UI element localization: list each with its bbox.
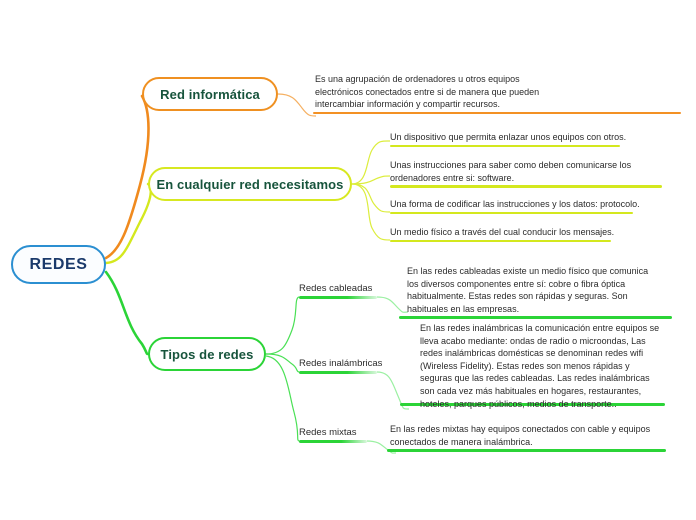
leaf-text: Es una agrupación de ordenadores u otros equipos electrónicos conectados entre si de manera que pueden intercambiar información y compartir recursos. — [315, 74, 540, 110]
edge-red-informatica-leaf — [278, 94, 316, 116]
branch-label-red-informatica: Red informática — [160, 86, 260, 102]
leaf-necesitamos-medio-fisico[interactable] — [390, 226, 660, 242]
edge-tipos-inalambricas — [266, 354, 299, 372]
branch-label-en-cualquier-red-necesitamos: En cualquier red necesitamos — [156, 176, 344, 192]
leaf-underline — [390, 185, 662, 188]
leaf-text: En las redes cableadas existe un medio físico que comunica los diversos componentes entre sí: cobre o fibra óptica habitualmente. Estas redes son rápidas y seguras. Son habituales en las empresas. — [407, 266, 649, 314]
sub-branch-redes-cableadas[interactable] — [299, 283, 377, 299]
sub-branch-redes-inalambricas[interactable] — [299, 358, 382, 374]
leaf-text: En las redes mixtas hay equipos conectados con cable y equipos conectados de manera inalámbrica. — [390, 424, 651, 447]
leaf-text: Una forma de codificar las instrucciones y los datos: protocolo. — [390, 199, 640, 209]
sub-branch-underline — [299, 371, 377, 374]
edge-root-tipos — [106, 272, 148, 354]
edge-cableadas-leaf — [377, 297, 408, 312]
sub-branch-label: Redes cableadas — [299, 283, 373, 294]
leaf-red-informatica-definicion[interactable] — [315, 73, 553, 114]
leaf-necesitamos-software[interactable] — [390, 159, 660, 188]
leaf-necesitamos-protocolo[interactable] — [390, 198, 660, 214]
leaf-underline — [313, 112, 681, 115]
edge-root-en-cualquier — [106, 184, 151, 263]
leaf-redes-inalambricas-descripcion[interactable] — [420, 322, 664, 409]
leaf-text: Un medio físico a través del cual conducir los mensajes. — [390, 227, 615, 237]
leaf-underline — [399, 316, 672, 319]
leaf-redes-mixtas-descripcion[interactable] — [390, 423, 660, 452]
leaf-text: Unas instrucciones para saber como deben comunicarse los ordenadores entre si: software. — [390, 160, 632, 183]
sub-branch-underline — [299, 440, 367, 443]
sub-branch-redes-mixtas[interactable] — [299, 427, 367, 443]
edge-tipos-cableadas — [266, 297, 299, 354]
sub-branch-label: Redes mixtas — [299, 427, 357, 438]
mindmap-root-node[interactable] — [11, 245, 106, 284]
leaf-necesitamos-dispositivo[interactable] — [390, 131, 658, 147]
leaf-underline — [387, 449, 666, 452]
edge-tipos-mixtas — [266, 356, 299, 441]
edge-en-cualquier-leaf-4 — [352, 184, 390, 240]
branch-node-red-informatica[interactable] — [142, 77, 278, 111]
root-node-label: REDES — [29, 255, 88, 273]
leaf-underline — [390, 212, 633, 215]
sub-branch-label: Redes inalámbricas — [299, 358, 383, 369]
edge-en-cualquier-leaf-2 — [352, 176, 390, 184]
leaf-text: En las redes inalámbricas la comunicación entre equipos se lleva acabo mediante: ondas de radio o microondas, Las redes inalámbricas domésticas se denominan redes wifi (Wireless Fidelity). Estas redes son menos rápidas y seguras que las redes cableadas. Las redes inalámbricas son cada vez más habituales en hogares, restaurantes, hoteles, parques públicos, medios de transporte.. — [420, 323, 660, 409]
leaf-underline — [390, 240, 611, 243]
leaf-text: Un dispositivo que permita enlazar unos equipos con otros. — [390, 132, 627, 142]
branch-node-en-cualquier-red-necesitamos[interactable] — [148, 167, 352, 201]
edge-root-red-informatica — [106, 96, 149, 258]
edge-en-cualquier-leaf-3 — [352, 184, 390, 212]
edge-en-cualquier-leaf-1 — [352, 141, 390, 184]
leaf-underline — [390, 145, 620, 148]
sub-branch-underline — [299, 296, 377, 299]
branch-node-tipos-de-redes[interactable] — [148, 337, 266, 371]
branch-label-tipos-de-redes: Tipos de redes — [160, 346, 254, 362]
leaf-redes-cableadas-descripcion[interactable] — [407, 265, 660, 319]
